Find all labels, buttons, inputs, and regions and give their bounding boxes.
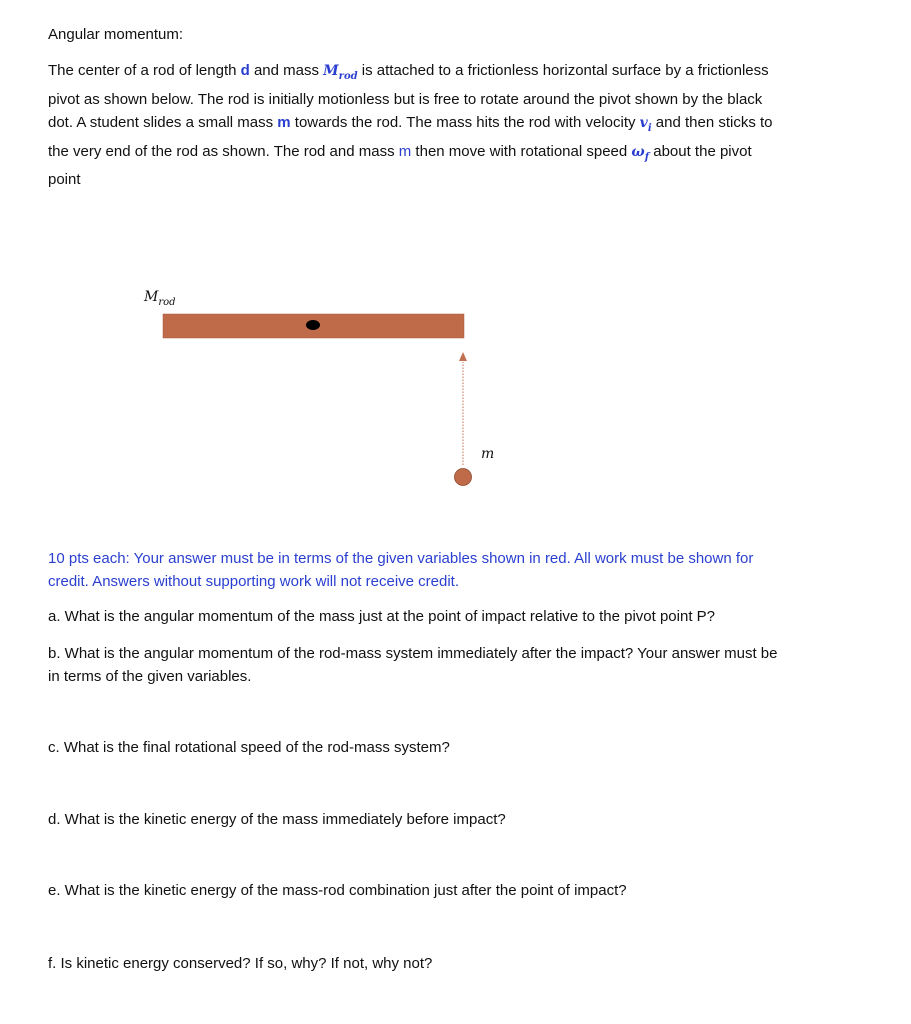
- question-b: b. What is the angular momentum of the rod-mass system immediately after the impact? Your answer must be in terms of the given variables.: [48, 645, 778, 685]
- question-d: d. What is the kinetic energy of the mass immediately before impact?: [48, 811, 506, 828]
- pivot-dot: [306, 320, 320, 330]
- text: M: [323, 63, 339, 79]
- text: is attached to a frictionless horizontal surface by a frictionless pivot as shown below. The rod is initially motionless but is free to rotate around the pivot shown by the black dot. A student slides a small mass: [48, 62, 769, 131]
- page-title: Angular momentum:: [48, 26, 184, 43]
- var-m: m: [277, 113, 291, 131]
- text: then move with rotational speed: [411, 142, 632, 160]
- text: about the pivot point: [48, 142, 752, 189]
- text: and then sticks to the very end of the rod as shown. The rod and mass: [48, 113, 773, 160]
- text: ω: [631, 143, 645, 160]
- subscript: f: [644, 151, 650, 163]
- instructions: 10 pts each: Your answer must be in terms of the given variables shown in red. All work must be shown for credit. Answers without supporting work will not receive credit.: [48, 550, 754, 590]
- small-mass: [455, 469, 472, 486]
- text: and mass: [249, 62, 324, 79]
- text: M: [144, 289, 159, 305]
- question-e: e. What is the kinetic energy of the mass-rod combination just after the point of impact?: [48, 882, 627, 899]
- question-a: a. What is the angular momentum of the mass just at the point of impact relative to the pivot point P?: [48, 608, 716, 625]
- var-m: m: [398, 142, 412, 160]
- subscript: rod: [158, 296, 176, 308]
- text: The center of a rod of length: [48, 62, 241, 79]
- var-d: d: [240, 62, 250, 79]
- arrow-head-icon: [459, 352, 467, 361]
- mass-label: m: [481, 446, 495, 462]
- subscript: rod: [338, 70, 358, 82]
- subscript: i: [647, 122, 652, 134]
- question-f: f. Is kinetic energy conserved? If so, why? If not, why not?: [48, 955, 433, 972]
- text: v: [639, 114, 648, 131]
- question-c: c. What is the final rotational speed of the rod-mass system?: [48, 739, 450, 756]
- text: towards the rod. The mass hits the rod with velocity: [290, 113, 640, 131]
